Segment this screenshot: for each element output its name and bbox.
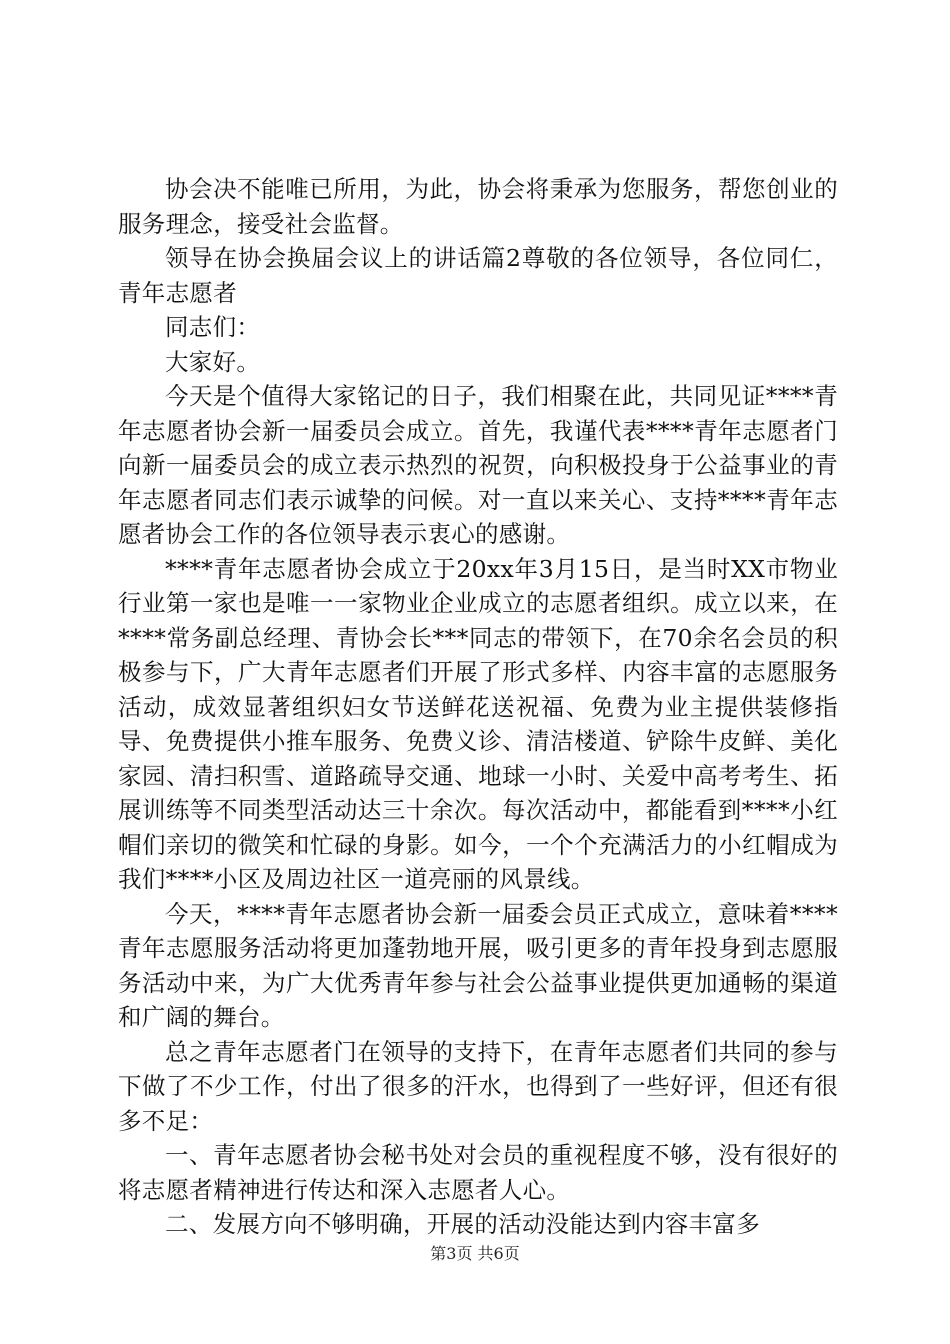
paragraph: 今天是个值得大家铭记的日子，我们相聚在此，共同见证****青年志愿者协会新一届委员会成立。首先，我谨代表****青年志愿者门向新一届委员会的成立表示热烈的祝贺，向积极投身于公益事业的青年志愿者同志们表示诚挚的问候。对一直以来关心、支持****青年志愿者协会工作的各位领导表示衷心的感谢。 [118,382,838,548]
paragraph: 今天，****青年志愿者协会新一届委会员正式成立，意味着****青年志愿服务活动将更加蓬勃地开展，吸引更多的青年投身到志愿服务活动中来，为广大优秀青年参与社会公益事业提供更加通畅的渠道和广阔的舞台。 [118,899,838,1031]
paragraph: 同志们： [165,313,261,341]
paragraph: 领导在协会换届会议上的讲话篇2尊敬的各位领导，各位同仁，青年志愿者 [118,244,838,307]
paragraph: 协会决不能唯已所用，为此，协会将秉承为您服务，帮您创业的服务理念，接受社会监督。 [118,175,838,238]
paragraph: 大家好。 [165,347,261,376]
paragraph: 一、青年志愿者协会秘书处对会员的重视程度不够，没有很好的将志愿者精神进行传达和深入志愿者人心。 [118,1141,838,1204]
page-number-footer: 第3页 共6页 [430,1244,520,1263]
paragraph: 总之青年志愿者门在领导的支持下，在青年志愿者们共同的参与下做了不少工作，付出了很多的汗水，也得到了一些好评，但还有很多不足： [118,1037,838,1135]
paragraph: 二、发展方向不够明确，开展的活动没能达到内容丰富多 [165,1210,760,1238]
paragraph: ****青年志愿者协会成立于20xx年3月15日，是当时XX市物业行业第一家也是唯一一家物业企业成立的志愿者组织。成立以来，在****常务副总经理、青协会长***同志的带领下，在70余名会员的积极参与下，广大青年志愿者们开展了形式多样、内容丰富的志愿服务活动，成效显著组织妇女节送鲜花送祝福、免费为业主提供装修指导、免费提供小推车服务、免费义诊、清洁楼道、铲除牛皮鲜、美化家园、清扫积雪、道路疏导交通、地球一小时、关爱中高考考生、拓展训练等不同类型活动达三十余次。每次活动中，都能看到****小红帽们亲切的微笑和忙碌的身影。如今，一个个充满活力的小红帽成为我们****小区及周边社区一道亮丽的风景线。 [118,554,838,893]
document-body [118,172,838,1242]
